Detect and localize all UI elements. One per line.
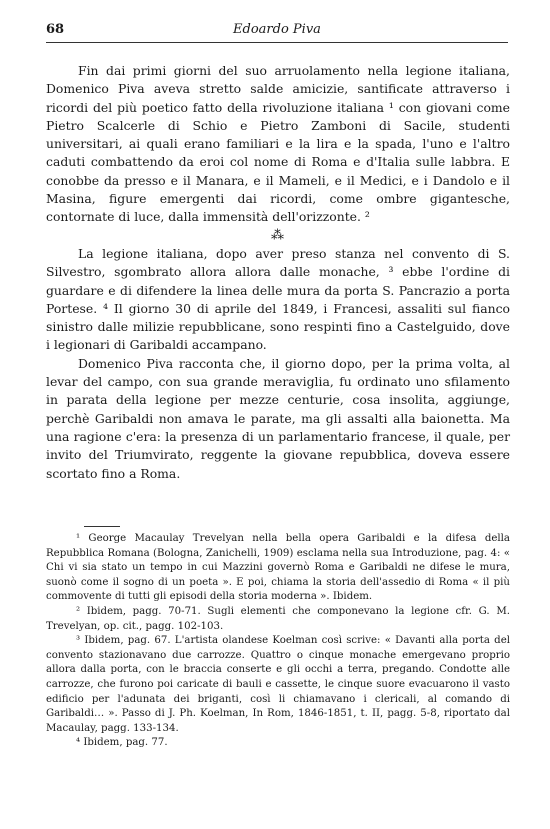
footnotes (46, 532, 510, 751)
header-rule (46, 42, 508, 43)
page-header (46, 22, 508, 42)
section-ornament: ⁂ (271, 227, 285, 243)
paragraph-2: La legione italiana, dopo aver preso stanza nel convento di S. Silvestro, sgombrato allora allora dalle monache, ³ ebbe l'ordine di guardare e di difendere la linea delle mura da porta S. Pancrazio a porta Portese. ⁴ Il giorno 30 di aprile del 1849, i Francesi, assaliti sul fianco sinistro dalle milizie repubblicane, sono respinti fino a Castelguido, dove i legionari di Garibaldi accampano. (46, 245, 510, 353)
paragraph-3: Domenico Piva racconta che, il giorno dopo, per la prima volta, al levar del campo, con sua grande meraviglia, fu ordinato uno sfilamento in parata della legione per mezze centurie, cosa insolita, aggiunge, perchè Garibaldi non amava le parate, ma gli assalti alla baionetta. Ma una ragione c'era: la presenza di un parlamentario francese, il quale, per invito del Triumvirato, reggente la giovane repubblica, doveva essere scortato fino a Roma. (46, 355, 510, 481)
footnote-4: ⁴ Ibidem, pag. 77. (76, 737, 168, 749)
running-head: Edoardo Piva (233, 22, 321, 37)
footnote-3: ³ Ibidem, pag. 67. L'artista olandese Koelman così scrive: « Davanti alla porta del convento stazionavano due carrozze. Quattro o cinque monache emergevano proprio allora dalla porta, con le braccia conserte e gli occhi a terra, pregando. Condotte alle carrozze, che furono poi caricate di bauli e cassette, le cinque suore evacuarono il vasto edificio per l'adunata dei briganti, così li chiamavano i clericali, al comando di Garibaldi… ». Passo di J. Ph. Koelman, In Rom, 1846-1851, t. II, pagg. 5-8, riportato dal Macaulay, pagg. 133-134. (46, 635, 510, 734)
footnote-2: ² Ibidem, pagg. 70-71. Sugli elementi che componevano la legione cfr. G. M. Trevelyan, op. cit., pagg. 102-103. (46, 605, 510, 632)
footnote-1: ¹ George Macaulay Trevelyan nella bella opera Garibaldi e la difesa della Repubblica Romana (Bologna, Zanichelli, 1909) esclama nella sua Introduzione, pag. 4: « Chi vi sia stato un tempo in cui Mazzini governò Roma e Garibaldi ne difese le mura, suonò come il sogno di un poeta ». E poi, chiama la storia dell'assedio di Roma « il più commovente di tutti gli episodi della storia moderna ». Ibidem. (46, 533, 510, 603)
page-number: 68 (46, 22, 65, 37)
footnote-rule (84, 526, 120, 527)
main-text (46, 62, 510, 483)
paragraph-1: Fin dai primi giorni del suo arruolamento nella legione italiana, Domenico Piva aveva stretto salde amicizie, santificate attraverso i ricordi del più poetico fatto della rivoluzione italiana ¹ con giovani come Pietro Scalcerle di Schio e Pietro Zamboni di Sacile, studenti universitari, ai quali erano familiari e la lira e la spada, l'uno e l'altro caduti combattendo da eroi col nome di Roma e d'Italia sulle labbra. E conobbe da presso e il Manara, e il Mameli, e il Medici, e i Dandolo e il Masina, figure emergenti dai ricordi, come ombre gigantesche, contornate di luce, dalla immensità dell'orizzonte. ² (46, 63, 510, 225)
